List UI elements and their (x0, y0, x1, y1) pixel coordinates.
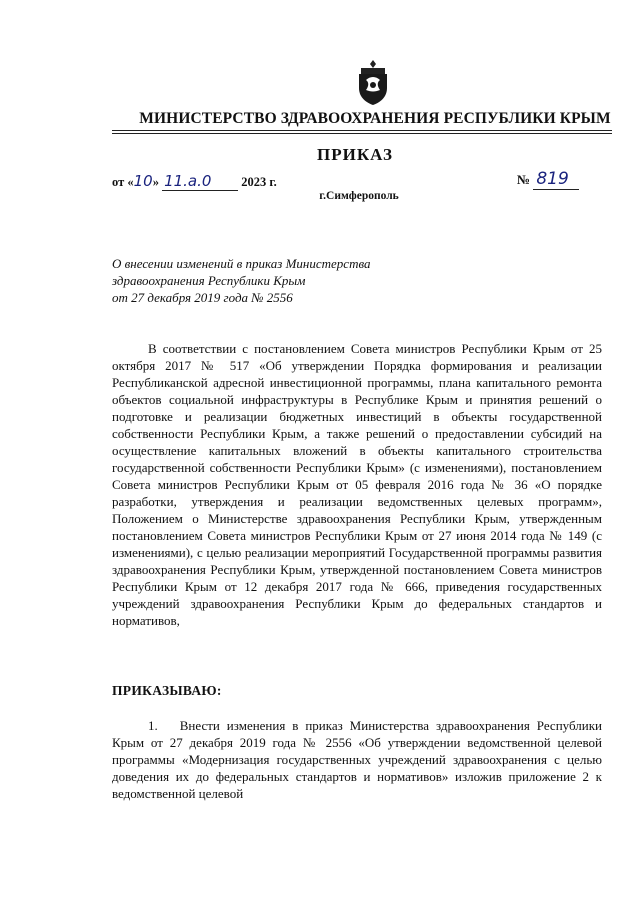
number-prefix: № (517, 172, 531, 187)
city: г.Симферополь (319, 190, 399, 202)
date-mid: » (152, 175, 159, 189)
subject-line: О внесении изменений в приказ Министерства (112, 256, 371, 271)
subject-line: здравоохранения Республики Крым (112, 273, 306, 288)
ministry-name: МИНИСТЕРСТВО ЗДРАВООХРАНЕНИЯ РЕСПУБЛИКИ КРЫМ (139, 110, 611, 127)
preamble-paragraph: В соответствии с постановлением Совета министров Республики Крым от 25 октября 2017 № 517 «Об утверждении Порядка формирования и реализации Республиканской адресной инвестиционной программы, плана капитального ремонта объектов социальной инфраструктуры в Республике Крым и принятия решений о подготовке и реализации бюджетных инвестиций в объекты государственной собственности Республики Крым, а также решений о предоставлении субсидий на осуществление капитальных вложений в объекты капитального строительства государственной собственности Республики Крым» (с изменениями), постановлением Совета министров Республики Крым от 05 февраля 2016 года № 36 «О порядке разработки, утверждения и реализации ведомственных целевых программ», Положением о Министерстве здравоохранения Республики Крым, утвержденным постановлением Совета министров Республики Крым от 27 июня 2014 года № 149 (с изменениями), с целью реализации мероприятий Государственной программы развития здравоохранения Республики Крым, утвержденной постановлением Совета министров Республики Крым от 12 декабря 2017 года № 666, приведения государственных учреждений здравоохранения Республики Крым до федеральных стандартов и нормативов, (112, 341, 602, 628)
order-subject (112, 255, 371, 306)
number-value: 819 (533, 169, 579, 190)
date-prefix: от « (112, 175, 134, 189)
decree-item-1 (112, 717, 602, 802)
order-title: ПРИКАЗ (317, 145, 393, 164)
date-day: 10 (133, 172, 153, 190)
decree-label: ПРИКАЗЫВАЮ: (112, 683, 222, 698)
item-number: 1. (148, 718, 158, 733)
date-month: 11.а.0 (164, 172, 212, 190)
order-number (517, 169, 579, 190)
subject-line: от 27 декабря 2019 года № 2556 (112, 290, 293, 305)
header-divider-thin (112, 133, 612, 134)
date-year: 2023 г. (241, 175, 277, 189)
order-date (112, 172, 277, 191)
item-text: Внести изменения в приказ Министерства здравоохранения Республики Крым от 27 декабря 2019 года № 2556 «Об утверждении ведомственной целевой программы «Модернизация государственных учреждений здравоохранения с целью доведения их до федеральных стандартов и нормативов» изложив приложение 2 к ведомственной целевой (112, 718, 602, 801)
header-divider (112, 130, 612, 131)
crimea-coat-of-arms-icon (355, 58, 391, 106)
